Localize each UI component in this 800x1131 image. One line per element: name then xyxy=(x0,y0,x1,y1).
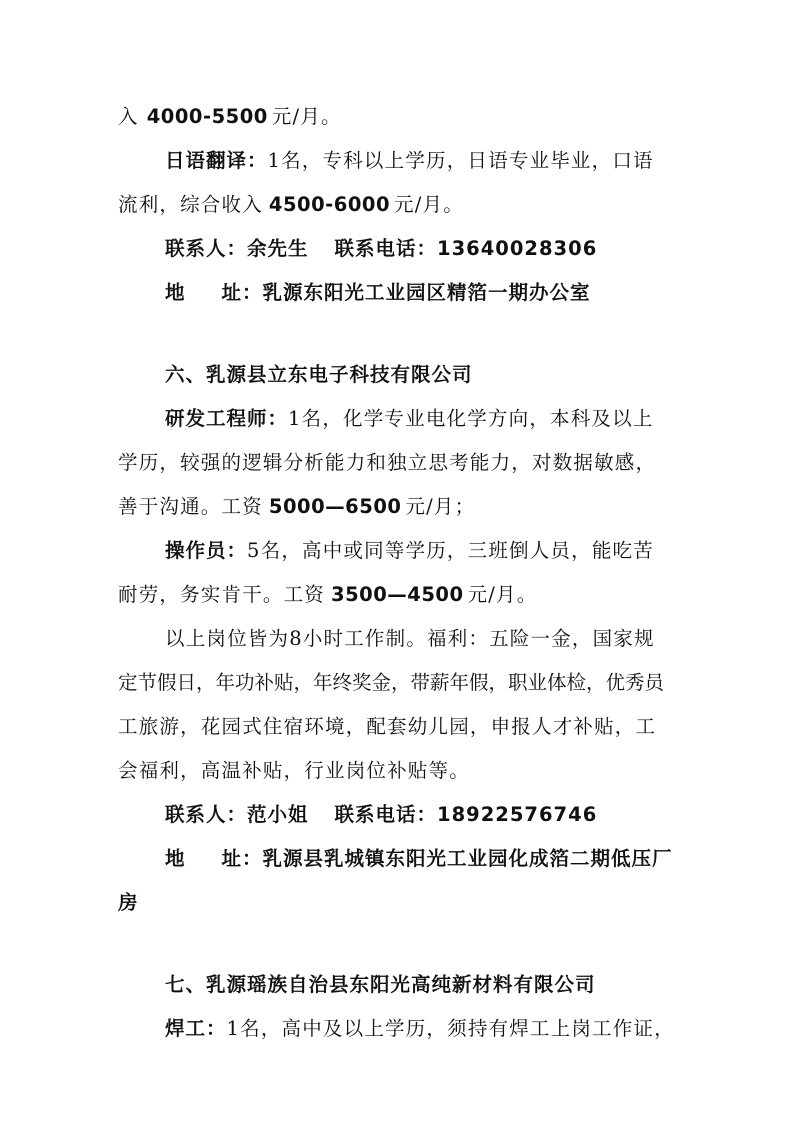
operator-line1 xyxy=(165,538,705,564)
section-6-heading xyxy=(165,362,705,388)
intro-tail-unit: 元/月。 xyxy=(271,105,342,128)
contact-line-5 xyxy=(165,236,705,262)
jp-translator-line2 xyxy=(118,192,698,218)
welder-role: 焊工： xyxy=(165,1017,227,1040)
benefits-text1: 以上岗位皆为8小时工作制。福利：五险一金，国家规 xyxy=(165,627,655,650)
contact-person-6: 联系人：范小姐 xyxy=(165,803,309,826)
engineer-role: 研发工程师： xyxy=(165,407,289,430)
section-6-title: 六、乳源县立东电子科技有限公司 xyxy=(165,363,473,386)
benefits-line3 xyxy=(118,714,698,740)
section-7-heading xyxy=(165,972,705,998)
address-text-5: 址：乳源东阳光工业园区精箔一期办公室 xyxy=(221,281,591,304)
benefits-text4: 会福利，高温补贴，行业岗位补贴等。 xyxy=(118,759,470,782)
intro-tail-text: 入 xyxy=(118,105,139,128)
contact-phone-6: 联系电话：18922576746 xyxy=(334,803,598,826)
engineer-desc2: 学历，较强的逻辑分析能力和独立思考能力，对数据敏感， xyxy=(118,451,657,474)
jp-translator-desc: 1名，专科以上学历，日语专业毕业，口语 xyxy=(267,149,654,172)
operator-role: 操作员： xyxy=(165,539,248,562)
operator-line2 xyxy=(118,582,698,608)
address-line-6b xyxy=(118,890,698,916)
address-label-6: 地 xyxy=(165,847,186,870)
engineer-line2 xyxy=(118,450,698,476)
jp-translator-role: 日语翻译： xyxy=(165,149,268,172)
address-text-6: 址：乳源县乳城镇东阳光工业园化成箔二期低压厂 xyxy=(221,847,673,870)
intro-tail-line xyxy=(118,104,698,130)
engineer-line1 xyxy=(165,406,705,432)
address-text-6b: 房 xyxy=(118,891,139,914)
contact-line-6 xyxy=(165,802,705,828)
intro-tail-amount: 4000-5500 xyxy=(146,105,268,128)
jp-translator-amount: 4500-6000 xyxy=(268,193,391,216)
benefits-line2 xyxy=(118,670,698,696)
address-line-6 xyxy=(165,846,705,872)
operator-desc2: 耐劳，务实肯干。工资 xyxy=(118,583,326,606)
engineer-unit: 元/月； xyxy=(405,495,476,518)
operator-amount: 3500—4500 xyxy=(331,583,464,606)
welder-desc1: 1名，高中及以上学历，须持有焊工上岗工作证， xyxy=(226,1017,675,1040)
contact-person-5: 联系人：余先生 xyxy=(165,237,309,260)
contact-phone-5: 联系电话：13640028306 xyxy=(334,237,598,260)
benefits-text3: 工旅游，花园式住宿环境，配套幼儿园，申报人才补贴，工 xyxy=(118,715,657,738)
address-label-5: 地 xyxy=(165,281,186,304)
operator-desc1: 5名，高中或同等学历，三班倒人员，能吃苦 xyxy=(247,539,654,562)
engineer-amount: 5000—6500 xyxy=(268,495,402,518)
operator-unit: 元/月。 xyxy=(467,583,538,606)
section-7-title: 七、乳源瑶族自治县东阳光高纯新材料有限公司 xyxy=(165,973,596,996)
jp-translator-line1 xyxy=(165,148,705,174)
welder-line1 xyxy=(165,1016,705,1042)
engineer-desc3: 善于沟通。工资 xyxy=(118,495,263,518)
benefits-text2: 定节假日，年功补贴，年终奖金，带薪年假，职业体检，优秀员 xyxy=(118,671,665,694)
benefits-line4 xyxy=(118,758,698,784)
jp-translator-unit: 元/月。 xyxy=(394,193,464,216)
engineer-line3 xyxy=(118,494,698,520)
address-line-5 xyxy=(165,280,705,306)
jp-translator-desc2: 流利，综合收入 xyxy=(118,193,263,216)
engineer-desc1: 1名，化学专业电化学方向，本科及以上 xyxy=(288,407,654,430)
benefits-line1 xyxy=(165,626,705,652)
